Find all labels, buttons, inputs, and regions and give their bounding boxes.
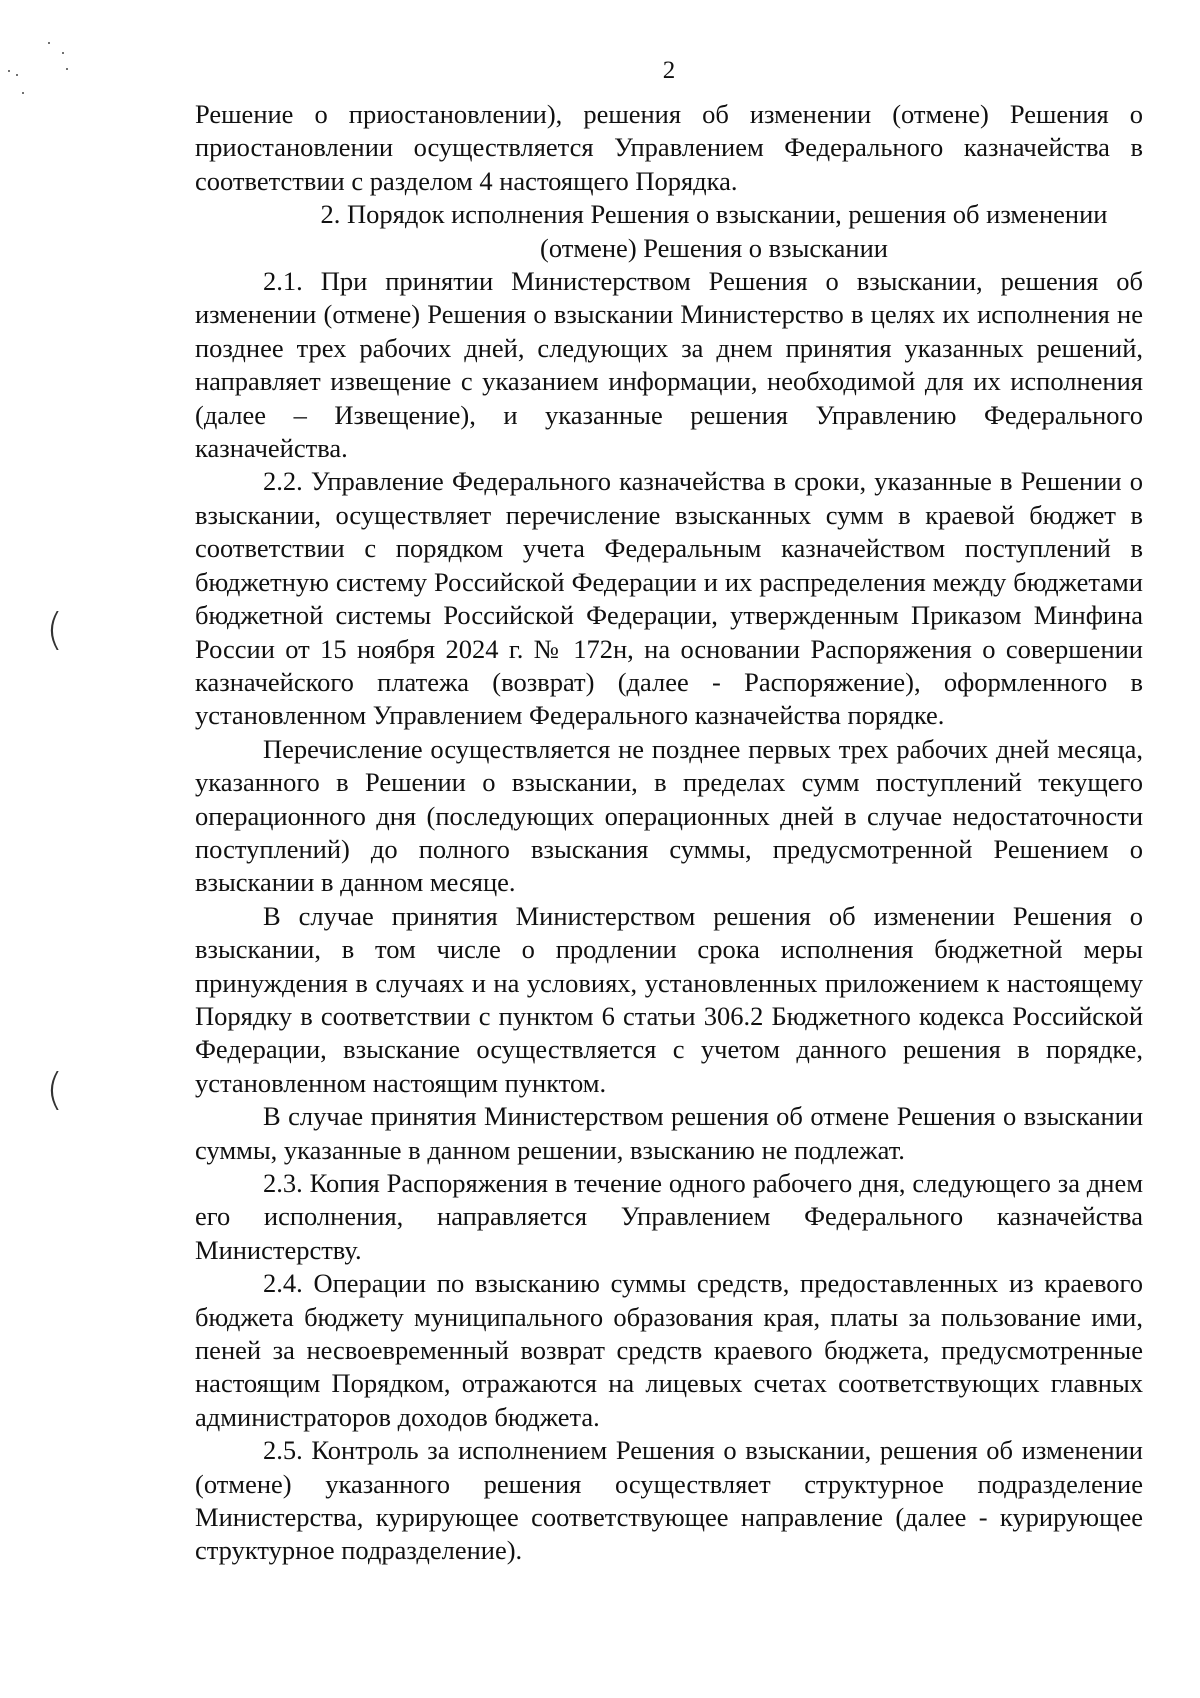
document-body bbox=[195, 98, 1143, 1568]
paragraph-2-5: 2.5. Контроль за исполнением Решения о взыскании, решения об изменении (отмене) указанного решения осуществляет структурное подразделение Министерства, курирующее соответствующее направление (далее - курирующее структурное подразделение). bbox=[195, 1435, 1143, 1566]
paragraph-change-decision: В случае принятия Министерством решения об изменении Решения о взыскании, в том числе о продлении срока исполнения бюджетной меры принуждения в случаях и на условиях, установленных приложением к настоящему Порядку в соответствии с пунктом 6 статьи 306.2 Бюджетного кодекса Российской Федерации, взыскание осуществляется с учетом данного решения в порядке, установленном настоящим пунктом. bbox=[195, 900, 1143, 1098]
paragraph-cancel-decision: В случае принятия Министерством решения об отмене Решения о взыскании суммы, указанные в данном решении, взысканию не подлежат. bbox=[195, 1101, 1143, 1165]
paragraph-transfer: Перечисление осуществляется не позднее первых трех рабочих дней месяца, указанного в Решении о взыскании, в пределах сумм поступлений текущего операционного дня (последующих операционных дней в случае недостаточности поступлений) до полного взыскания суммы, предусмотренной Решением о взыскании в данном месяце. bbox=[195, 733, 1143, 898]
section-heading bbox=[195, 198, 1143, 265]
binder-hole-mark-icon: ( bbox=[46, 1064, 64, 1115]
paragraph-continuation: Решение о приостановлении), решения об изменении (отмене) Решения о приостановлении осуществляется Управлением Федерального казначейства в соответствии с разделом 4 настоящего Порядка. bbox=[195, 99, 1143, 196]
paragraph-2-2: 2.2. Управление Федерального казначейства в сроки, указанные в Решении о взыскании, осуществляет перечисление взысканных сумм в краевой бюджет в соответствии с порядком учета Федеральным казначейством поступлений в бюджетную систему Российской Федерации и их распределения между бюджетами бюджетной системы Российской Федерации, утвержденным Приказом Минфина России от 15 ноября 2024 г. № 172н, на основании Распоряжения о совершении казначейского платежа (возврат) (далее - Распоряжение), оформленного в установленном Управлением Федерального казначейства порядке. bbox=[195, 466, 1143, 731]
paragraph-2-4: 2.4. Операции по взысканию суммы средств, предоставленных из краевого бюджета бюджету муниципального образования края, платы за пользование ими, пеней за несвоевременный возврат средств краевого бюджета, предусмотренные настоящим Порядком, отражаются на лицевых счетах соответствующих главных администраторов доходов бюджета. bbox=[195, 1268, 1143, 1432]
paragraph-2-3: 2.3. Копия Распоряжения в течение одного рабочего дня, следующего за днем его исполнения, направляется Управлением Федерального казначейства Министерству. bbox=[195, 1168, 1143, 1265]
paragraph-2-1: 2.1. При принятии Министерством Решения о взыскании, решения об изменении (отмене) Решения о взыскании Министерство в целях их исполнения не позднее трех рабочих дней, следующих за днем принятия указанных решений, направляет извещение с указанием информации, необходимой для их исполнения (далее – Извещение), и указанные решения Управлению Федерального казначейства. bbox=[195, 266, 1143, 464]
section-heading-line-2: (отмене) Решения о взыскании bbox=[540, 232, 888, 263]
page-number: 2 bbox=[662, 57, 676, 84]
binder-hole-mark-icon: ( bbox=[46, 604, 64, 655]
section-heading-line-1: 2. Порядок исполнения Решения о взыскании, решения об изменении bbox=[320, 199, 1108, 230]
